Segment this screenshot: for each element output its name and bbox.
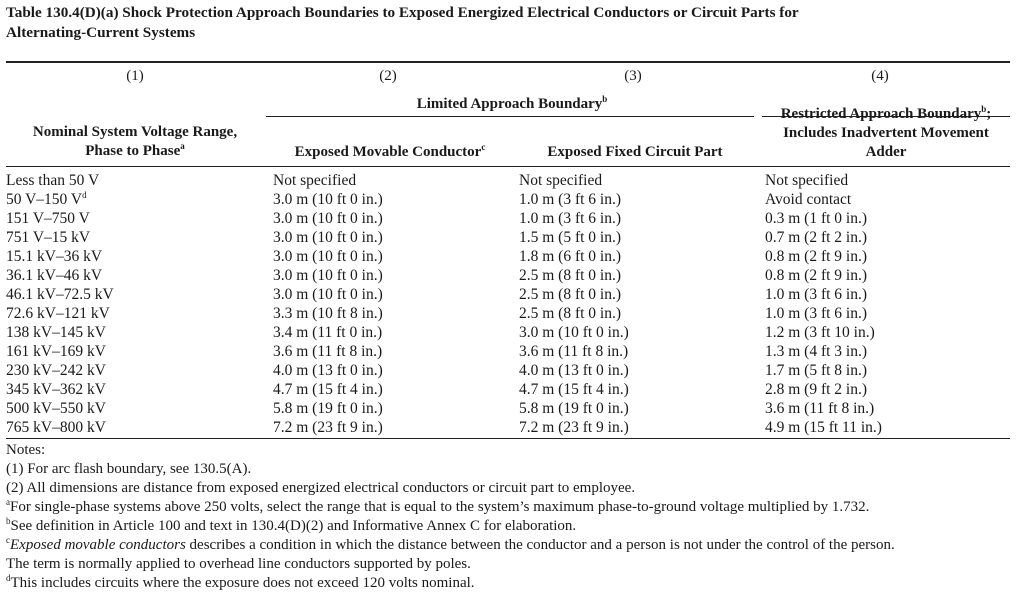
col1-header-line2: Phase to Phase [85,143,181,159]
footnote-b [6,517,1016,536]
movable-cell: 3.0 m (10 ft 0 in.) [273,248,383,265]
table-row [0,285,1023,304]
col1-header-sup: a [180,141,185,151]
restricted-cell: 0.8 m (2 ft 9 in.) [765,267,868,284]
table-row [0,228,1023,247]
footnote-c-continued: The term is normally applied to overhead line conductors supported by poles. [6,556,471,572]
col1-header-line1: Nominal System Voltage Range, [32,124,238,140]
table-row [0,323,1023,342]
fixed-cell: 2.5 m (8 ft 0 in.) [519,305,622,322]
table-row [0,190,1023,209]
fixed-cell: 5.8 m (19 ft 0 in.) [519,400,629,417]
table-row [0,418,1023,437]
table-row [0,247,1023,266]
movable-cell: 3.0 m (10 ft 0 in.) [273,286,383,303]
footnote-d [6,574,1016,593]
table-row [0,361,1023,380]
footnote-c-text: describes a condition in which the distance between the conductor and a person is not under the control of the person. [185,537,895,553]
fixed-cell: 4.7 m (15 ft 4 in.) [519,381,629,398]
col4-header [762,105,1010,162]
fixed-cell: 1.8 m (6 ft 0 in.) [519,248,622,265]
voltage-cell: 765 kV–800 kV [6,419,106,436]
voltage-sup: d [82,190,87,200]
note-2: (2) All dimensions are distance from exposed energized electrical conductors or circuit part to employee. [6,480,636,496]
movable-cell: 4.7 m (15 ft 4 in.) [273,381,383,398]
restricted-cell: 1.7 m (5 ft 8 in.) [765,362,868,379]
restricted-cell: 0.3 m (1 ft 0 in.) [765,210,868,227]
restricted-cell: 2.8 m (9 ft 2 in.) [765,381,868,398]
voltage-cell: 161 kV–169 kV [6,343,106,360]
table-title-line1: Table 130.4(D)(a) Shock Protection Approach Boundaries to Exposed Energized Electrical Conductors or Circuit Parts for [6,4,799,21]
fixed-cell: 1.0 m (3 ft 6 in.) [519,210,622,227]
fixed-cell: 2.5 m (8 ft 0 in.) [519,286,622,303]
col4-header-line1-suffix: ; [986,106,992,122]
col4-header-line1: Restricted Approach Boundary [780,106,982,122]
col4-header-line1-sup: b [981,104,987,114]
footnote-d-text: This includes circuits where the exposure does not exceed 120 volts nominal. [10,575,475,591]
movable-cell: 3.0 m (10 ft 0 in.) [273,229,383,246]
voltage-text: 50 V–150 V [6,191,83,208]
movable-cell: 5.8 m (19 ft 0 in.) [273,400,383,417]
movable-cell: 7.2 m (23 ft 9 in.) [273,419,383,436]
voltage-cell: 15.1 kV–36 kV [6,248,103,265]
fixed-cell: 7.2 m (23 ft 9 in.) [519,419,629,436]
voltage-cell: Less than 50 V [6,172,100,189]
movable-cell: 3.3 m (10 ft 8 in.) [273,305,383,322]
fixed-cell: 2.5 m (8 ft 0 in.) [519,267,622,284]
restricted-cell: 0.7 m (2 ft 2 in.) [765,229,868,246]
footnote-c [6,536,1016,555]
fixed-cell: 1.0 m (3 ft 6 in.) [519,191,622,208]
footnote-a-text: For single-phase systems above 250 volts, select the range that is equal to the system’s maximum phase-to-ground voltage multiplied by 1.732. [10,499,870,515]
restricted-cell: 3.6 m (11 ft 8 in.) [765,400,875,417]
restricted-cell: Avoid contact [765,191,852,208]
voltage-cell: 751 V–15 kV [6,229,91,246]
restricted-cell: 1.0 m (3 ft 6 in.) [765,286,868,303]
table-title-line2: Alternating-Current Systems [6,24,196,41]
movable-cell: Not specified [273,172,357,189]
restricted-cell: 0.8 m (2 ft 9 in.) [765,248,868,265]
fixed-cell: 1.5 m (5 ft 0 in.) [519,229,622,246]
movable-cell: 3.0 m (10 ft 0 in.) [273,210,383,227]
voltage-cell: 230 kV–242 kV [6,362,106,379]
notes-heading: Notes: [6,442,46,458]
table-row [0,266,1023,285]
voltage-cell: 500 kV–550 kV [6,400,106,417]
col2-header-label: Exposed Movable Conductor [294,144,482,160]
movable-cell: 4.0 m (13 ft 0 in.) [273,362,383,379]
col1-header [6,123,264,161]
footnote-a [6,498,1016,517]
col-number-3: (3) [624,68,642,84]
table-row [0,171,1023,190]
footnote-a-sup: a [6,497,10,507]
movable-cell: 3.6 m (11 ft 8 in.) [273,343,383,360]
footnote-b-sup: b [6,516,11,526]
table-row [0,380,1023,399]
fixed-cell: Not specified [519,172,603,189]
voltage-cell: 138 kV–145 kV [6,324,106,341]
col4-header-line3: Adder [865,144,907,160]
limited-approach-rule [266,116,754,117]
table-title [6,3,1011,43]
fixed-cell: 3.0 m (10 ft 0 in.) [519,324,629,341]
col3-header: Exposed Fixed Circuit Part [547,144,723,160]
footnote-d-sup: d [6,573,11,583]
limited-approach-header [266,95,758,114]
col2-header-sup: c [481,142,486,152]
col-number-2: (2) [379,68,397,84]
fixed-cell: 3.6 m (11 ft 8 in.) [519,343,629,360]
movable-cell: 3.0 m (10 ft 0 in.) [273,191,383,208]
col2-header [270,143,510,162]
restricted-cell: 1.0 m (3 ft 6 in.) [765,305,868,322]
restricted-cell: 4.9 m (15 ft 11 in.) [765,419,882,436]
table-row [0,304,1023,323]
table-row [0,342,1023,361]
voltage-cell [6,190,87,209]
restricted-cell: 1.2 m (3 ft 10 in.) [765,324,875,341]
limited-approach-label: Limited Approach Boundary [416,96,603,112]
voltage-cell: 345 kV–362 kV [6,381,106,398]
top-rule [6,61,1010,63]
note-1: (1) For arc flash boundary, see 130.5(A). [6,461,252,477]
table-bottom-rule [6,438,1010,439]
footnote-c-italic: Exposed movable conductors [10,537,186,553]
restricted-cell: 1.3 m (4 ft 3 in.) [765,343,868,360]
footnote-b-text: See definition in Article 100 and text in 130.4(D)(2) and Informative Annex C for elaboration. [10,518,577,534]
footnote-c-sup: c [6,535,10,545]
movable-cell: 3.0 m (10 ft 0 in.) [273,267,383,284]
restricted-cell: Not specified [765,172,849,189]
limited-approach-sup: b [602,94,608,104]
voltage-cell: 72.6 kV–121 kV [6,305,110,322]
header-bottom-rule [6,166,1010,167]
table-row [0,209,1023,228]
col-number-1: (1) [126,68,144,84]
table-row [0,399,1023,418]
voltage-cell: 46.1 kV–72.5 kV [6,286,114,303]
fixed-cell: 4.0 m (13 ft 0 in.) [519,362,629,379]
col-number-4: (4) [871,68,889,84]
movable-cell: 3.4 m (11 ft 0 in.) [273,324,383,341]
voltage-cell: 151 V–750 V [6,210,90,227]
col4-header-line2: Includes Inadvertent Movement [783,125,989,141]
voltage-cell: 36.1 kV–46 kV [6,267,103,284]
table-notes [6,441,1016,593]
